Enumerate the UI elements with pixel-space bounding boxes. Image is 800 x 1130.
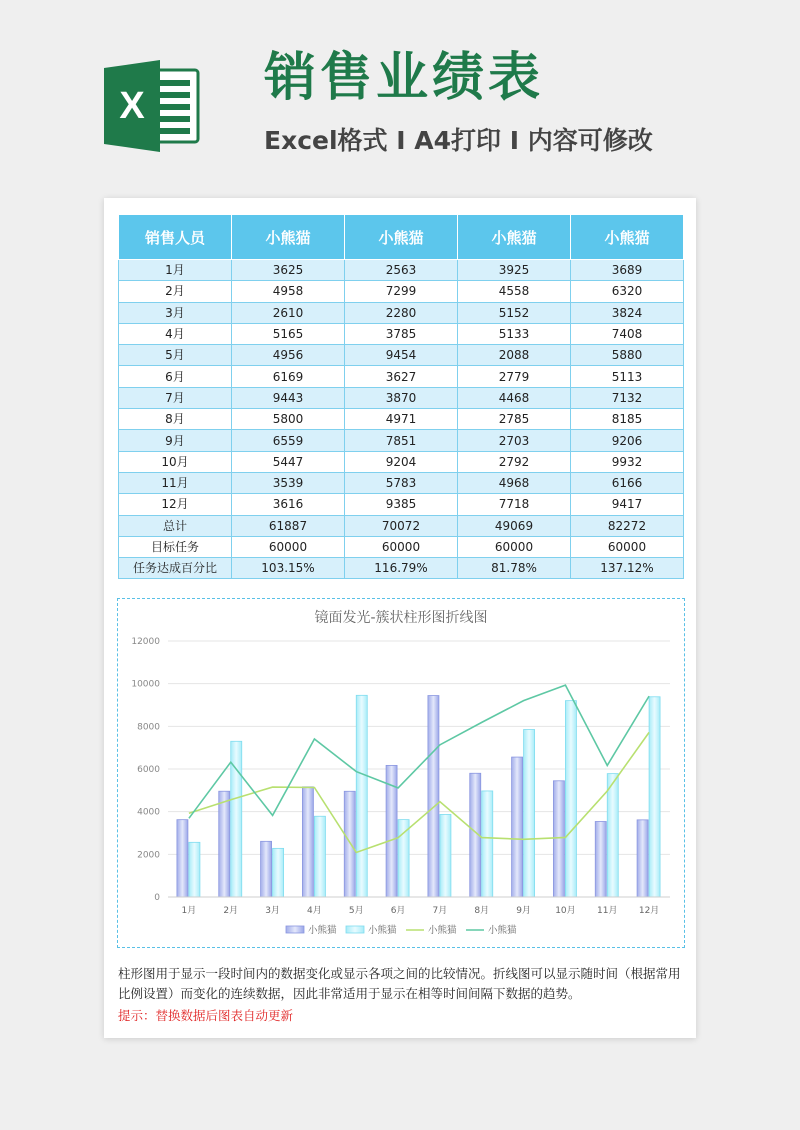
value-cell[interactable]: 9417 [571, 494, 684, 515]
value-cell[interactable]: 4956 [232, 345, 345, 366]
table-row [119, 472, 684, 493]
x-tick-label: 8月 [474, 906, 490, 916]
value-cell[interactable]: 2610 [232, 302, 345, 323]
value-cell[interactable]: 3616 [232, 494, 345, 515]
value-cell[interactable]: 4971 [345, 409, 458, 430]
legend-label: 小熊猫 [488, 925, 517, 936]
row-label-cell[interactable]: 9月 [119, 430, 232, 451]
sales-table [118, 214, 684, 579]
legend-swatch [346, 926, 364, 933]
value-cell[interactable]: 3625 [232, 260, 345, 281]
value-cell[interactable]: 4958 [232, 281, 345, 302]
page-title: 销售业绩表 [264, 48, 545, 108]
table-row [119, 281, 684, 302]
value-cell[interactable]: 2280 [345, 302, 458, 323]
row-label-cell[interactable]: 总计 [119, 515, 232, 536]
x-tick-label: 7月 [432, 906, 448, 916]
value-cell[interactable]: 3824 [571, 302, 684, 323]
bar-series-2 [398, 820, 409, 897]
value-cell[interactable]: 5113 [571, 366, 684, 387]
value-cell[interactable]: 3539 [232, 472, 345, 493]
value-cell[interactable]: 2792 [458, 451, 571, 472]
row-label-cell[interactable]: 6月 [119, 366, 232, 387]
bar-series-1 [177, 820, 188, 897]
legend-label: 小熊猫 [368, 925, 397, 936]
header-series: 小熊猫 [571, 215, 684, 260]
table-row [119, 323, 684, 344]
value-cell[interactable]: 5152 [458, 302, 571, 323]
row-label-cell[interactable]: 2月 [119, 281, 232, 302]
y-tick-label: 2000 [137, 850, 160, 861]
table-row [119, 494, 684, 515]
value-cell[interactable]: 60000 [458, 536, 571, 557]
legend-swatch [286, 926, 304, 933]
value-cell[interactable]: 4968 [458, 472, 571, 493]
y-tick-label: 0 [154, 893, 160, 903]
x-tick-label: 11月 [597, 906, 618, 916]
y-tick-label: 12000 [131, 637, 160, 647]
x-tick-label: 12月 [638, 906, 660, 916]
value-cell[interactable]: 5447 [232, 451, 345, 472]
sheet-card [104, 198, 696, 1038]
chart-description: 柱形图用于显示一段时间内的数据变化或显示各项之间的比较情况。折线图可以显示随时间（根据常用比例设置）而变化的连续数据，因此非常适用于显示在相等时间间隔下数据的趋势。 [118, 966, 681, 1001]
bar-series-2 [565, 701, 576, 897]
value-cell[interactable]: 9204 [345, 451, 458, 472]
value-cell[interactable]: 82272 [571, 515, 684, 536]
y-tick-label: 8000 [137, 722, 160, 733]
value-cell[interactable]: 8185 [571, 409, 684, 430]
x-tick-label: 6月 [390, 906, 406, 916]
value-cell[interactable]: 49069 [458, 515, 571, 536]
y-tick-label: 4000 [137, 807, 160, 818]
value-cell[interactable]: 70072 [345, 515, 458, 536]
value-cell[interactable]: 81.78% [458, 558, 571, 579]
bar-series-2 [649, 697, 660, 897]
row-label-cell[interactable]: 11月 [119, 472, 232, 493]
value-cell[interactable]: 4468 [458, 387, 571, 408]
value-cell[interactable]: 116.79% [345, 558, 458, 579]
value-cell[interactable]: 5783 [345, 472, 458, 493]
value-cell[interactable]: 6166 [571, 472, 684, 493]
value-cell[interactable]: 7299 [345, 281, 458, 302]
table-row [119, 260, 684, 281]
value-cell[interactable]: 9932 [571, 451, 684, 472]
x-tick-label: 5月 [348, 906, 364, 916]
value-cell[interactable]: 2088 [458, 345, 571, 366]
bar-series-1 [637, 820, 648, 897]
bar-series-2 [440, 814, 451, 897]
value-cell[interactable]: 61887 [232, 515, 345, 536]
value-cell[interactable]: 103.15% [232, 558, 345, 579]
row-label-cell[interactable]: 7月 [119, 387, 232, 408]
bar-series-2 [314, 816, 325, 897]
table-row [119, 558, 684, 579]
header-series: 小熊猫 [232, 215, 345, 260]
table-row [119, 366, 684, 387]
bar-series-2 [482, 791, 493, 897]
value-cell[interactable]: 9206 [571, 430, 684, 451]
x-tick-label: 3月 [265, 906, 280, 916]
value-cell[interactable]: 5165 [232, 323, 345, 344]
table-header-row [119, 215, 684, 260]
value-cell[interactable]: 5800 [232, 409, 345, 430]
value-cell[interactable]: 6169 [232, 366, 345, 387]
header-series: 小熊猫 [458, 215, 571, 260]
value-cell[interactable]: 137.12% [571, 558, 684, 579]
row-label-cell[interactable]: 10月 [119, 451, 232, 472]
legend-label: 小熊猫 [428, 925, 457, 936]
chart-container [117, 598, 685, 948]
bar-series-2 [524, 730, 535, 897]
table-row [119, 409, 684, 430]
table-row [119, 515, 684, 536]
bar-series-1 [219, 791, 230, 897]
y-tick-label: 10000 [131, 679, 160, 690]
x-tick-label: 1月 [181, 906, 197, 916]
value-cell[interactable]: 3689 [571, 260, 684, 281]
value-cell[interactable]: 60000 [571, 536, 684, 557]
value-cell[interactable]: 6320 [571, 281, 684, 302]
value-cell[interactable]: 7132 [571, 387, 684, 408]
x-tick-label: 2月 [223, 906, 239, 916]
row-label-cell[interactable]: 4月 [119, 323, 232, 344]
row-label-cell[interactable]: 12月 [119, 494, 232, 515]
header-series: 小熊猫 [345, 215, 458, 260]
legend-label: 小熊猫 [308, 925, 337, 936]
table-row [119, 430, 684, 451]
logo-letter: X [119, 85, 145, 127]
page-subtitle: Excel格式 I A4打印 I 内容可修改 [264, 126, 653, 155]
x-tick-label: 4月 [307, 906, 322, 916]
x-tick-label: 10月 [555, 906, 576, 916]
bar-series-2 [189, 842, 200, 897]
bar-series-2 [607, 774, 618, 897]
bar-series-1 [302, 787, 313, 897]
value-cell[interactable]: 3870 [345, 387, 458, 408]
value-cell[interactable]: 9443 [232, 387, 345, 408]
value-cell[interactable]: 2563 [345, 260, 458, 281]
value-cell[interactable]: 7851 [345, 430, 458, 451]
row-label-cell[interactable]: 目标任务 [119, 536, 232, 557]
bar-series-1 [261, 841, 272, 897]
value-cell[interactable]: 3627 [345, 366, 458, 387]
y-tick-label: 6000 [137, 765, 160, 775]
row-label-cell[interactable]: 5月 [119, 345, 232, 366]
value-cell[interactable]: 5133 [458, 323, 571, 344]
value-cell[interactable]: 60000 [345, 536, 458, 557]
bar-series-2 [273, 848, 284, 897]
value-cell[interactable]: 3925 [458, 260, 571, 281]
value-cell[interactable]: 60000 [232, 536, 345, 557]
chart-title: 镜面发光-簇状柱形图折线图 [314, 610, 488, 626]
row-label-cell[interactable]: 8月 [119, 409, 232, 430]
table-row [119, 451, 684, 472]
table-row [119, 536, 684, 557]
row-label-cell[interactable]: 3月 [119, 302, 232, 323]
table-row [119, 302, 684, 323]
bar-series-1 [595, 822, 606, 897]
value-cell[interactable]: 3785 [345, 323, 458, 344]
header-salesperson: 销售人员 [119, 215, 232, 260]
x-tick-label: 9月 [516, 906, 531, 916]
row-label-cell[interactable]: 1月 [119, 260, 232, 281]
line-series-3 [189, 732, 649, 852]
row-label-cell[interactable]: 任务达成百分比 [119, 558, 232, 579]
update-tip: 提示：替换数据后图表自动更新 [118, 1008, 294, 1023]
value-cell[interactable]: 7718 [458, 494, 571, 515]
bar-series-1 [344, 791, 355, 897]
bar-series-2 [356, 695, 367, 897]
value-cell[interactable]: 4558 [458, 281, 571, 302]
bar-series-1 [553, 781, 564, 897]
value-cell[interactable]: 9454 [345, 345, 458, 366]
value-cell[interactable]: 7408 [571, 323, 684, 344]
table-row [119, 345, 684, 366]
value-cell[interactable]: 5880 [571, 345, 684, 366]
table-row [119, 387, 684, 408]
value-cell[interactable]: 2703 [458, 430, 571, 451]
bar-series-1 [428, 696, 439, 897]
line-series-4 [189, 685, 649, 818]
excel-logo-icon [104, 60, 204, 152]
value-cell[interactable]: 2785 [458, 409, 571, 430]
value-cell[interactable]: 2779 [458, 366, 571, 387]
value-cell[interactable]: 6559 [232, 430, 345, 451]
bar-series-1 [512, 757, 523, 897]
combo-chart [118, 599, 684, 947]
value-cell[interactable]: 9385 [345, 494, 458, 515]
